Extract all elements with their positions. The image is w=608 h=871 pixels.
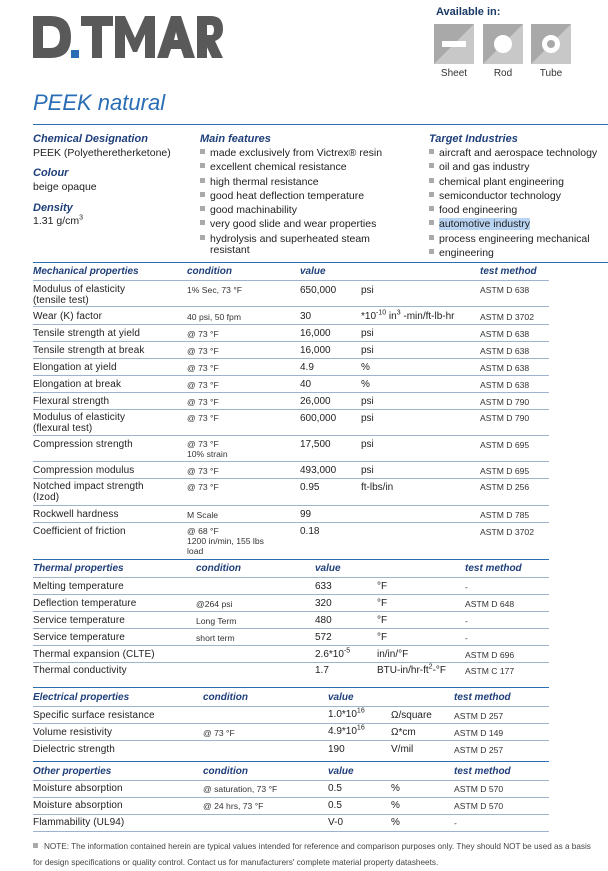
mechanical-value-header: value <box>300 266 326 277</box>
electrical-value-header: value <box>328 692 354 703</box>
property-name: Volume resistivity <box>33 727 113 738</box>
feature-item: made exclusively from Victrex® resin <box>200 146 382 160</box>
test-method: ASTM D 3702 <box>480 312 534 322</box>
value: 0.95 <box>300 482 320 493</box>
row-divider <box>33 478 549 479</box>
value: 0.5 <box>328 800 342 811</box>
condition: @ 73 °F <box>187 329 219 339</box>
test-method: ASTM D 570 <box>454 801 504 811</box>
feature-item: good heat deflection temperature <box>200 189 382 203</box>
other-condition-header: condition <box>203 766 248 777</box>
condition: @ 73 °F 10% strain <box>187 439 228 459</box>
property-name: Service temperature <box>33 632 125 643</box>
industry-item: process engineering mechanical <box>429 232 597 246</box>
test-method: ASTM D 696 <box>465 650 515 660</box>
test-method: ASTM D 790 <box>480 397 530 407</box>
tube-icon <box>531 24 571 64</box>
value: 17,500 <box>300 439 331 450</box>
features-list <box>200 146 382 257</box>
property-name: Melting temperature <box>33 581 124 592</box>
thermal-method-header: test method <box>465 563 522 574</box>
value: 190 <box>328 744 345 755</box>
test-method: - <box>465 582 468 592</box>
unit: °F <box>377 615 388 626</box>
title-divider <box>33 124 608 125</box>
row-divider <box>33 831 549 832</box>
row-divider <box>33 461 549 462</box>
sheet-icon <box>434 24 474 64</box>
unit: psi <box>361 285 374 296</box>
condition: 40 psi, 50 fpm <box>187 312 241 322</box>
property-name: Rockwell hardness <box>33 509 119 520</box>
value: 16,000 <box>300 328 331 339</box>
value: 4.9 <box>300 362 314 373</box>
unit: % <box>391 817 400 828</box>
industry-item: oil and gas industry <box>429 160 597 174</box>
disclaimer-note: NOTE: The information contained herein are typical values intended for reference and comparison purposes only. They should NOT be used as a basis for design specifications or quality control. Contact us for manufacturers' complete material property datasheets. <box>33 842 591 867</box>
test-method: ASTM D 257 <box>454 745 504 755</box>
property-name: Thermal conductivity <box>33 665 127 676</box>
unit: psi <box>361 413 374 424</box>
property-name: Thermal expansion (CLTE) <box>33 649 155 660</box>
unit: ft-lbs/in <box>361 482 394 493</box>
intro-divider <box>33 262 608 263</box>
feature-item: very good slide and wear properties <box>200 217 382 231</box>
row-divider <box>33 341 549 342</box>
property-name: Flammability (UL94) <box>33 817 125 828</box>
test-method: ASTM D 638 <box>480 329 530 339</box>
test-method: ASTM D 695 <box>480 440 530 450</box>
value: 493,000 <box>300 465 337 476</box>
unit: psi <box>361 328 374 339</box>
unit: BTU-$in/hr-ft^2-^\circ F$ <box>377 663 447 676</box>
unit: °F <box>377 581 388 592</box>
row-divider <box>33 706 549 707</box>
unit: psi <box>361 396 374 407</box>
electrical-condition-header: condition <box>203 692 248 703</box>
property-name: Compression modulus <box>33 465 135 476</box>
density-value: 1.31 $g/cm^3$ <box>33 214 84 227</box>
property-name: Tensile strength at break <box>33 345 145 356</box>
row-divider <box>33 435 549 436</box>
unit: V/mil <box>391 744 414 755</box>
test-method: ASTM D 648 <box>465 599 515 609</box>
industries-list <box>429 146 597 260</box>
unit: psi <box>361 345 374 356</box>
section-divider <box>33 687 549 688</box>
thermal-heading: Thermal properties <box>33 563 124 574</box>
condition: @ 73 °F <box>203 728 235 738</box>
test-method: - <box>465 616 468 626</box>
feature-item: hydrolysis and superheated steam <box>200 232 382 246</box>
other-method-header: test method <box>454 766 511 777</box>
other-value-header: value <box>328 766 354 777</box>
colour-value: beige opaque <box>33 181 97 193</box>
row-divider <box>33 392 549 393</box>
test-method: ASTM D 790 <box>480 413 530 423</box>
property-name: Notched impact strength (Izod) <box>33 481 144 503</box>
chemical-heading: Chemical Designation <box>33 133 148 145</box>
test-method: ASTM D 257 <box>454 711 504 721</box>
row-divider <box>33 740 549 741</box>
condition: M Scale <box>187 510 219 520</box>
form-label-tube: Tube <box>539 68 563 79</box>
property-name: Wear (K) factor <box>33 311 103 322</box>
mechanical-condition-header: condition <box>187 266 232 277</box>
feature-item: good machinability <box>200 203 382 217</box>
available-in-title: Available in: <box>436 6 501 18</box>
row-divider <box>33 797 549 798</box>
property-name: Service temperature <box>33 615 125 626</box>
rod-icon <box>483 24 523 64</box>
condition: @ 73 °F <box>187 346 219 356</box>
unit: Ω*cm <box>391 727 416 738</box>
row-divider <box>33 780 549 781</box>
condition: 1% Sec, 73 °F <box>187 285 243 295</box>
property-name: Compression strength <box>33 439 133 450</box>
value: 600,000 <box>300 413 337 424</box>
colour-heading: Colour <box>33 167 69 179</box>
value: 572 <box>315 632 332 643</box>
row-divider <box>33 628 549 629</box>
feature-item: high thermal resistance <box>200 175 382 189</box>
property-name: Flexural strength <box>33 396 110 407</box>
condition: @ 73 °F <box>187 397 219 407</box>
industry-item: engineering <box>429 246 597 260</box>
test-method: ASTM D 695 <box>480 466 530 476</box>
product-title: PEEK natural <box>33 90 166 115</box>
value: 0.18 <box>300 526 320 537</box>
row-divider <box>33 280 549 281</box>
feature-item: excellent chemical resistance <box>200 160 382 174</box>
unit: % <box>391 783 400 794</box>
row-divider <box>33 814 549 815</box>
row-divider <box>33 723 549 724</box>
row-divider <box>33 611 549 612</box>
test-method: - <box>454 818 457 828</box>
test-method: ASTM D 256 <box>480 482 530 492</box>
condition: @ 68 °F 1200 in/min, 155 lbs load <box>187 526 264 556</box>
property-name: Moisture absorption <box>33 783 123 794</box>
condition: @ 73 °F <box>187 482 219 492</box>
value: 633 <box>315 581 332 592</box>
row-divider <box>33 375 549 376</box>
property-name: Moisture absorption <box>33 800 123 811</box>
unit: psi <box>361 439 374 450</box>
value: V-0 <box>328 817 344 828</box>
row-divider <box>33 522 549 523</box>
value: 26,000 <box>300 396 331 407</box>
electrical-method-header: test method <box>454 692 511 703</box>
value: 1.7 <box>315 665 329 676</box>
industry-item: food engineering <box>429 203 597 217</box>
test-method: ASTM D 638 <box>480 285 530 295</box>
test-method: ASTM D 785 <box>480 510 530 520</box>
unit: psi <box>361 465 374 476</box>
unit: °F <box>377 598 388 609</box>
test-method: - <box>465 633 468 643</box>
property-name: Coefficient of friction <box>33 526 126 537</box>
value: 650,000 <box>300 285 337 296</box>
other-heading: Other properties <box>33 766 112 777</box>
condition: @ 73 °F <box>187 413 219 423</box>
value: $2.6*10^{-5}$ <box>315 647 351 660</box>
form-label-rod: Rod <box>493 68 513 79</box>
value: 30 <box>300 311 312 322</box>
feature-item-continued: resistant <box>210 244 250 257</box>
property-name: Tensile strength at yield <box>33 328 141 339</box>
unit: °F <box>377 632 388 643</box>
industry-item: semiconductor technology <box>429 189 597 203</box>
value: 16,000 <box>300 345 331 356</box>
row-divider <box>33 358 549 359</box>
unit: $*10^{-10}$ $in^3$ -min/ft-lb-hr <box>361 309 455 322</box>
property-name: Elongation at break <box>33 379 122 390</box>
section-divider <box>33 559 549 560</box>
test-method: ASTM D 638 <box>480 380 530 390</box>
condition: @ 24 hrs, 73 °F <box>203 801 264 811</box>
industries-heading: Target Industries <box>429 133 518 145</box>
row-divider <box>33 505 549 506</box>
unit: % <box>361 379 370 390</box>
test-method: ASTM D 3702 <box>480 527 534 537</box>
test-method: ASTM D 570 <box>454 784 504 794</box>
mechanical-method-header: test method <box>480 266 537 277</box>
value: 40 <box>300 379 312 390</box>
unit: % <box>361 362 370 373</box>
test-method: ASTM C 177 <box>465 666 515 676</box>
row-divider <box>33 662 549 663</box>
features-heading: Main features <box>200 133 271 145</box>
value: 99 <box>300 509 312 520</box>
property-name: Modulus of elasticity (flexural test) <box>33 412 126 434</box>
value: 320 <box>315 598 332 609</box>
industry-item: automotive industry <box>429 217 597 231</box>
dotmar-logo <box>33 14 223 60</box>
density-heading: Density <box>33 202 73 214</box>
test-method: ASTM D 149 <box>454 728 504 738</box>
row-divider <box>33 306 549 307</box>
condition: @ saturation, 73 °F <box>203 784 278 794</box>
unit: % <box>391 800 400 811</box>
condition: @264 psi <box>196 599 233 609</box>
row-divider <box>33 594 549 595</box>
value: $4.9*10^{16}$ <box>328 724 365 737</box>
section-divider <box>33 761 549 762</box>
property-name: Specific surface resistance <box>33 710 155 721</box>
condition: @ 73 °F <box>187 380 219 390</box>
test-method: ASTM D 638 <box>480 363 530 373</box>
chemical-value: PEEK (Polyetheretherketone) <box>33 147 171 159</box>
property-name: Elongation at yield <box>33 362 117 373</box>
value: 0.5 <box>328 783 342 794</box>
mechanical-heading: Mechanical properties <box>33 266 139 277</box>
unit: Ω/square <box>391 710 432 721</box>
row-divider <box>33 324 549 325</box>
property-name: Dielectric strength <box>33 744 115 755</box>
industry-item: chemical plant engineering <box>429 175 597 189</box>
condition: Long Term <box>196 616 237 626</box>
condition: @ 73 °F <box>187 466 219 476</box>
electrical-heading: Electrical properties <box>33 692 130 703</box>
thermal-condition-header: condition <box>196 563 241 574</box>
unit: in/in/°F <box>377 649 409 660</box>
property-name: Modulus of elasticity (tensile test) <box>33 284 126 306</box>
property-name: Deflection temperature <box>33 598 137 609</box>
form-label-sheet: Sheet <box>440 68 468 79</box>
test-method: ASTM D 638 <box>480 346 530 356</box>
thermal-value-header: value <box>315 563 341 574</box>
row-divider <box>33 577 549 578</box>
condition: @ 73 °F <box>187 363 219 373</box>
value: $1.0*10^{16}$ <box>328 707 365 720</box>
condition: short term <box>196 633 235 643</box>
row-divider <box>33 645 549 646</box>
industry-item: aircraft and aerospace technology <box>429 146 597 160</box>
value: 480 <box>315 615 332 626</box>
row-divider <box>33 409 549 410</box>
